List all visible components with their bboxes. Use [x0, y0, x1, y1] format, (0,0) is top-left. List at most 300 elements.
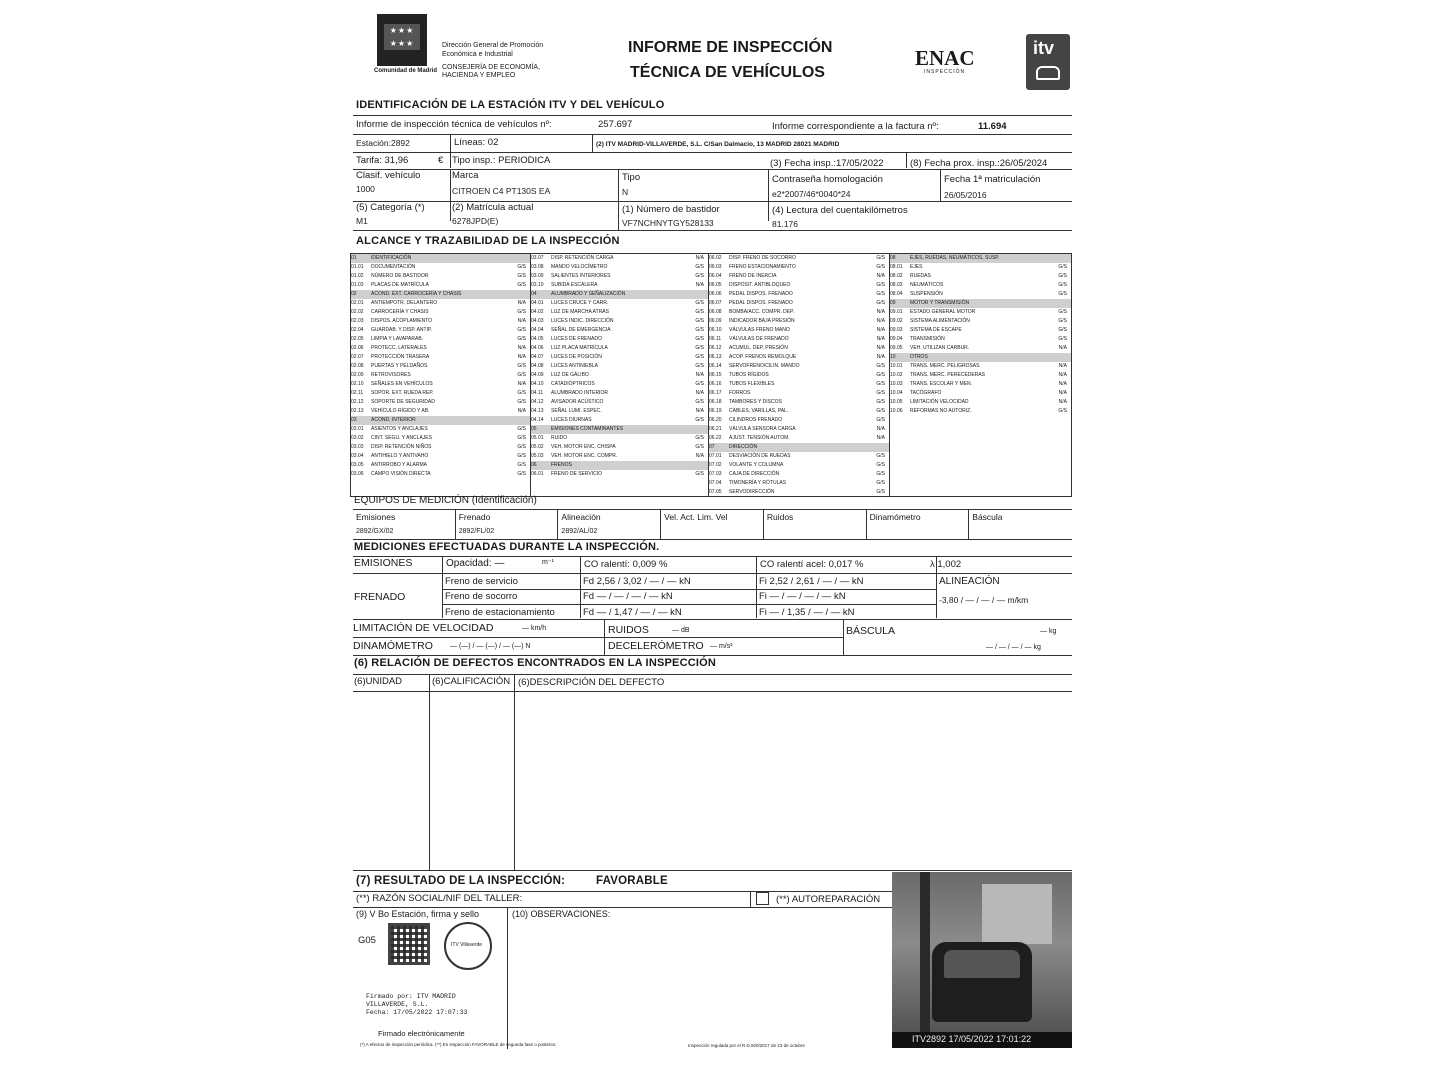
emergency-brake-front: Fd — / — / — / — kN [583, 591, 673, 602]
scope-item-label: EJES, RUEDAS, NEUMÁTICOS, SUSP. [910, 255, 1000, 261]
scope-column-2 [531, 254, 709, 496]
scope-item-code: 03.06 [351, 471, 364, 477]
scope-item-label: TRANS. MERC. PELIGROSAS [910, 363, 980, 369]
scope-item-label: DOCUMENTACIÓN [371, 264, 416, 270]
scope-item-code: 06.18 [709, 399, 722, 405]
scope-item-code: 06 [531, 462, 537, 468]
scope-item-label: SOPOR. EXT. RUEDA REP. [371, 390, 434, 396]
inspection-report-page [350, 8, 1074, 1068]
scope-item-code: 03.07 [531, 255, 544, 261]
scope-item-label: FRENO ESTACIONAMIENTO [729, 264, 796, 270]
scope-item [531, 326, 708, 335]
scope-item-code: 07.04 [709, 480, 722, 486]
scope-item [531, 371, 708, 380]
scope-item-code: 08.04 [890, 291, 903, 297]
scope-item [351, 308, 530, 317]
scope-item-label: CABLES, VARILLAS, PAL. [729, 408, 789, 414]
scope-item [351, 362, 530, 371]
scope-item [351, 389, 530, 398]
scope-item-code: 05.02 [531, 444, 544, 450]
plate-value: 6278JPD(E) [452, 216, 499, 226]
scope-item-status: G/S [876, 408, 885, 414]
scope-item-label: PROTECC. LATERALES [371, 345, 427, 351]
scope-item [531, 281, 708, 290]
report-number-value: 257.697 [598, 119, 633, 130]
scope-item-label: CINT. SEGU. Y ANCLAJES [371, 435, 432, 441]
scope-item-label: NEUMÁTICOS [910, 282, 944, 288]
scope-item [709, 290, 889, 299]
scope-item-code: 10.04 [890, 390, 903, 396]
scope-item-status: G/S [695, 354, 704, 360]
scope-item-code: 09 [890, 300, 896, 306]
scale-value-1: — kg [1040, 628, 1057, 635]
scope-item-status: G/S [876, 300, 885, 306]
emissions-label: EMISIONES [354, 557, 413, 569]
signed-by-line3: Fecha: 17/05/2022 17:07:33 [366, 1009, 468, 1016]
scope-item [890, 272, 1071, 281]
defects-section-title: (6) RELACIÓN DE DEFECTOS ENCONTRADOS EN LA INSPECCIÓN [354, 657, 717, 669]
equipment-value: 2892/GX/02 [356, 528, 394, 535]
scope-item-status: G/S [1058, 309, 1067, 315]
scope-item-status: N/A [517, 354, 526, 360]
scale-value-2: — / — / — / — kg [986, 644, 1041, 651]
scope-item-label: VÁLVULAS FRENO MANO [729, 327, 790, 333]
scope-item-label: SISTEMA DE ESCAPE [910, 327, 962, 333]
emergency-brake-label: Freno de socorro [445, 591, 518, 602]
scope-item [351, 461, 530, 470]
scope-item-code: 06.14 [709, 363, 722, 369]
scope-item-status: G/S [695, 444, 704, 450]
alignment-label: ALINEACIÓN [939, 576, 1000, 587]
scope-item-label: INDICADOR BAJA PRESIÓN [729, 318, 795, 324]
scope-item [890, 308, 1071, 317]
scope-item-label: LUCES DE FRENADO [551, 336, 602, 342]
vehicle-class-label: Clasif. vehículo [356, 170, 421, 181]
scope-item-status: G/S [695, 300, 704, 306]
scope-item-code: 09.03 [890, 327, 903, 333]
scope-item-status: N/A [517, 318, 526, 324]
scope-item-label: AJUST. TENSIÓN AUTOM. [729, 435, 790, 441]
scope-item-code: 04.04 [531, 327, 544, 333]
scope-item-code: 06.19 [709, 408, 722, 414]
scope-column-4 [890, 254, 1071, 496]
defect-unit-header: (6)UNIDAD [354, 676, 403, 687]
scope-item-code: 02.12 [351, 399, 364, 405]
scope-item-label: LIMITACIÓN VELOCIDAD [910, 399, 969, 405]
scope-item-label: VEH. UTILIZAN CARBUR. [910, 345, 970, 351]
scope-item-label: ANTIEMPOTR. DELANTERO [371, 300, 438, 306]
scope-item-code: 02.05 [351, 336, 364, 342]
scope-item-code: 10 [890, 354, 896, 360]
scope-item-code: 01.03 [351, 282, 364, 288]
scope-item-status: G/S [695, 273, 704, 279]
scope-item [890, 407, 1071, 416]
scope-item-code: 06.09 [709, 318, 722, 324]
emergency-brake-rear: Fi — / — / — / — kN [759, 591, 846, 602]
scope-item-code: 03.10 [531, 282, 544, 288]
scope-item-status: N/A [695, 453, 704, 459]
scope-item [351, 443, 530, 452]
scope-item-code: 04.11 [531, 390, 544, 396]
scope-item [531, 344, 708, 353]
scope-item-status: G/S [1058, 282, 1067, 288]
scope-item-code: 06.21 [709, 426, 722, 432]
scope-item [351, 344, 530, 353]
scope-item-status: G/S [517, 264, 526, 270]
equipment-cell [867, 509, 970, 539]
noise-label: RUIDOS [608, 624, 649, 636]
scope-item [351, 353, 530, 362]
scope-item-code: 03.05 [351, 462, 364, 468]
dynamometer-value: — (—) / — (—) / — (—) N [450, 643, 531, 650]
scope-item [709, 353, 889, 362]
scope-item-label: MANDO VELOCÍMETRO [551, 264, 608, 270]
scope-item-status: G/S [517, 336, 526, 342]
signed-electronically: Firmado electrónicamente [378, 1029, 465, 1038]
scope-item-status: N/A [1058, 390, 1067, 396]
equipment-cell [969, 509, 1072, 539]
scope-item-code: 08.01 [890, 264, 903, 270]
scope-item-code: 06.05 [709, 282, 722, 288]
scope-item-label: CILINDROS FRENADO [729, 417, 783, 423]
scope-item-code: 06.11 [709, 336, 722, 342]
scope-item-code: 06.04 [709, 273, 722, 279]
scope-item-code: 06.06 [709, 291, 722, 297]
odometer-label: (4) Lectura del cuentakilómetros [772, 205, 908, 216]
star-flag-icon: ★★★ ★★★ [384, 24, 420, 50]
scope-item-status: G/S [1058, 327, 1067, 333]
scope-item-label: PEDAL DISPOS. FRENADO [729, 300, 793, 306]
scope-item [890, 281, 1071, 290]
braking-label: FRENADO [354, 591, 406, 603]
scope-item [709, 335, 889, 344]
scope-item-label: DISPOSIT. ANTIBLOQUEO [729, 282, 791, 288]
car-icon [1036, 66, 1060, 80]
scope-item-label: GUARDAB. Y DISP. ANTIP. [371, 327, 433, 333]
invoice-number: 11.694 [978, 121, 1007, 132]
scope-item [709, 380, 889, 389]
inspection-type: Tipo insp.: PERIODICA [452, 155, 551, 166]
scope-item-code: 02.07 [351, 354, 364, 360]
scope-item [531, 461, 708, 470]
scope-item-status: N/A [517, 381, 526, 387]
scope-item-code: 03.08 [531, 264, 544, 270]
scope-item-label: DIRECCIÓN [729, 444, 758, 450]
scope-item [709, 398, 889, 407]
scope-item-status: N/A [517, 408, 526, 414]
scope-item-code: 07.03 [709, 471, 722, 477]
scope-item-status: N/A [876, 309, 885, 315]
co-accel: CO ralentí acel: 0,017 % [760, 559, 864, 570]
scope-item-label: VEHÍCULO RÍGIDO Y AB. [371, 408, 430, 414]
scope-item-label: LUZ DE MARCHA ATRÁS [551, 309, 609, 315]
scope-item-code: 01 [351, 255, 357, 261]
scope-item [531, 290, 708, 299]
station-code: G05 [358, 935, 376, 946]
defect-table-divider-2 [514, 674, 515, 870]
scope-item-label: VÁLVULA SENSORA CARGA [729, 426, 796, 432]
scope-item-label: TRANSMISIÓN [910, 336, 945, 342]
scope-item-label: ACOND. INTERIOR [371, 417, 416, 423]
equipment-label: Frenado [458, 512, 491, 522]
equipment-label: Dinamómetro [869, 512, 921, 522]
scope-item-label: LUZ DE GÁLIBO [551, 372, 589, 378]
scope-item-code: 01.02 [351, 273, 364, 279]
scope-item [531, 263, 708, 272]
scope-item [351, 371, 530, 380]
scope-item [531, 299, 708, 308]
scope-item-status: N/A [876, 345, 885, 351]
scope-item [890, 326, 1071, 335]
qr-code-icon [388, 923, 430, 965]
scope-item [351, 335, 530, 344]
scope-item-status: N/A [517, 300, 526, 306]
scope-item-code: 02.13 [351, 408, 364, 414]
equipment-label: Emisiones [356, 512, 396, 522]
category-value: M1 [356, 216, 368, 226]
scope-item [531, 452, 708, 461]
scope-item-code: 07.01 [709, 453, 722, 459]
scope-item-label: DISPOS. ACOPLAMIENTO [371, 318, 433, 324]
scope-item-label: NÚMERO DE BASTIDOR [371, 273, 429, 279]
scope-item-status: N/A [876, 318, 885, 324]
next-inspection-date: (8) Fecha prox. insp.:26/05/2024 [910, 158, 1048, 169]
stamp-text: ITV Villaverde [451, 942, 483, 948]
signed-by-line2: VILLAVERDE, S.L. [366, 1001, 429, 1008]
inspection-date: (3) Fecha insp.:17/05/2022 [770, 158, 884, 169]
homologation-label: Contraseña homologación [772, 174, 883, 185]
scope-item-label: SEÑALES EN VEHÍCULOS [371, 381, 433, 387]
scope-item-label: OTROS [910, 354, 928, 360]
scope-item-label: ACOND. EXT. CARROCERÍA Y CHASIS [371, 291, 462, 297]
scope-item-label: BOMBA/ACC. COMPR. DEP. [729, 309, 795, 315]
scope-item [709, 263, 889, 272]
scope-item [709, 326, 889, 335]
scope-item-label: TUBOS RÍGIDOS [729, 372, 769, 378]
scope-item-label: VEH. MOTOR ENC. COMPR. [551, 453, 618, 459]
measurements-section-title: MEDICIONES EFECTUADAS DURANTE LA INSPECCIÓN. [354, 541, 660, 553]
scope-item-label: CAJA DE DIRECCIÓN [729, 471, 780, 477]
scope-item-status: G/S [517, 309, 526, 315]
scope-item-label: VÁLVULAS DE FRENADO [729, 336, 789, 342]
scope-item [531, 353, 708, 362]
report-title-line2: TÉCNICA DE VEHÍCULOS [630, 64, 825, 81]
scope-item-status: G/S [876, 480, 885, 486]
scope-item-code: 04.05 [531, 336, 544, 342]
scope-item [709, 344, 889, 353]
scope-item-label: TIMONERÍA Y RÓTULAS [729, 480, 787, 486]
scope-item [709, 470, 889, 479]
scope-item-status: G/S [876, 363, 885, 369]
scope-item-label: CATADIÓPTRICOS [551, 381, 595, 387]
ministry-line1: CONSEJERÍA DE ECONOMÍA, [442, 64, 541, 71]
equipment-cell [558, 509, 661, 539]
equipment-cell [764, 509, 867, 539]
scope-item-label: ALUMBRADO Y SEÑALIZACIÓN [551, 291, 626, 297]
scope-item [531, 425, 708, 434]
scope-item-status: G/S [1058, 336, 1067, 342]
scope-item [351, 317, 530, 326]
scope-item [531, 362, 708, 371]
scope-item-status: N/A [695, 408, 704, 414]
scope-item-status: N/A [695, 372, 704, 378]
scope-item-label: LUZ PLACA MATRÍCULA [551, 345, 608, 351]
brand-value: CITROEN C4 PT130S EA [452, 186, 551, 196]
photo-beam [920, 872, 930, 1048]
scope-item-status: G/S [1058, 318, 1067, 324]
scope-item-status: N/A [517, 345, 526, 351]
scope-item-code: 06.02 [709, 255, 722, 261]
scope-item-label: TAMBORES Y DISCOS [729, 399, 782, 405]
defect-grade-header: (6)CALIFICACIÓN [432, 676, 511, 687]
station-name: (2) ITV MADRID-VILLAVERDE, S.L. C/San Dalmacio, 13 MADRID 28021 MADRID [596, 141, 840, 148]
scope-item-status: G/S [517, 462, 526, 468]
scope-item-label: SEÑAL DE EMERGENCIA [551, 327, 611, 333]
scope-item [351, 254, 530, 263]
scope-item [890, 362, 1071, 371]
equipment-value: 2892/AL/02 [561, 528, 598, 535]
scope-item-code: 05.01 [531, 435, 544, 441]
approval-label: (9) V Bo Estación, firma y sello [356, 909, 480, 919]
scope-item-status: G/S [876, 255, 885, 261]
scope-item [709, 416, 889, 425]
scope-item-code: 04.02 [531, 309, 544, 315]
scope-item-label: RETROVISORES [371, 372, 411, 378]
scope-item-code: 06.15 [709, 372, 722, 378]
scope-item-code: 01.01 [351, 264, 364, 270]
scope-item [890, 335, 1071, 344]
scope-item [351, 470, 530, 479]
scope-item [890, 290, 1071, 299]
equipment-label: Alineación [561, 512, 601, 522]
scope-item-label: CARROCERÍA Y CHASIS [371, 309, 429, 315]
scope-item [351, 452, 530, 461]
self-repair-checkbox[interactable] [756, 892, 769, 905]
scope-item [531, 470, 708, 479]
ministry-line2: HACIENDA Y EMPLEO [442, 72, 516, 79]
scope-column-1 [351, 254, 531, 496]
scope-item-code: 05 [531, 426, 537, 432]
scope-item-label: MOTOR Y TRANSMISIÓN [910, 300, 970, 306]
co-idle: CO ralentí: 0,009 % [584, 559, 668, 570]
scope-item-label: FRENO DE SERVICIO [551, 471, 603, 477]
scope-item-label: TACÓGRAFO [910, 390, 942, 396]
speed-limit-value: — km/h [522, 625, 547, 632]
scope-item-code: 02.08 [351, 363, 364, 369]
scope-item-status: G/S [695, 471, 704, 477]
scope-item-status: G/S [695, 327, 704, 333]
scope-item-status: G/S [1058, 408, 1067, 414]
scope-item-label: TRANS. MERC. PERECEDERAS [910, 372, 986, 378]
scope-item-label: EJES [910, 264, 923, 270]
scope-item [531, 308, 708, 317]
scope-item-label: PEDAL DISPOS. FRENADO [729, 291, 793, 297]
observations-label: (10) OBSERVACIONES: [512, 909, 611, 919]
scope-item-label: AVISADOR ACÚSTICO [551, 399, 604, 405]
footer-print-date: Fecha de impresión: 17/05/2022 [898, 1043, 963, 1048]
scope-item [709, 425, 889, 434]
scope-item [531, 335, 708, 344]
scope-item-status: G/S [1058, 273, 1067, 279]
scope-item-label: EMISIONES CONTAMINANTES [551, 426, 624, 432]
scope-item-code: 03.09 [531, 273, 544, 279]
scope-item [531, 389, 708, 398]
vin-label: (1) Número de bastidor [622, 204, 720, 215]
scope-item-code: 02 [351, 291, 357, 297]
scope-item [709, 452, 889, 461]
enac-subtitle: INSPECCIÓN [924, 69, 966, 75]
scope-item-code: 06.22 [709, 435, 722, 441]
decelerometer-label: DECELERÓMETRO [608, 640, 704, 652]
scope-item-status: N/A [876, 327, 885, 333]
scope-item-label: ACUMUL. DEP. PRESIÓN [729, 345, 788, 351]
scope-item [890, 380, 1071, 389]
scope-item-code: 09.05 [890, 345, 903, 351]
scope-item [351, 398, 530, 407]
scope-item [531, 434, 708, 443]
itv-badge-label: itv [1033, 38, 1055, 58]
scope-column-3 [709, 254, 890, 496]
scope-item-status: G/S [517, 327, 526, 333]
scope-item-code: 03.01 [351, 426, 364, 432]
scale-label: BÁSCULA [846, 625, 896, 637]
scope-item-status: G/S [517, 273, 526, 279]
scope-item-label: PLACAS DE MATRÍCULA [371, 282, 429, 288]
scope-item [351, 272, 530, 281]
scope-item-status: G/S [517, 399, 526, 405]
scope-item-label: SERVOFRENO/CILIN. MANDO [729, 363, 800, 369]
scope-item-code: 09.01 [890, 309, 903, 315]
scope-item-label: LUCES DE POSICIÓN [551, 354, 602, 360]
scope-item-code: 06.10 [709, 327, 722, 333]
scope-item-code: 06.13 [709, 354, 722, 360]
scope-item-code: 07.02 [709, 462, 722, 468]
odometer-value: 81.176 [772, 219, 798, 229]
type-value: N [622, 187, 629, 197]
scope-item-code: 06.08 [709, 309, 722, 315]
category-label: (5) Categoría (*) [356, 202, 425, 213]
scope-item-code: 09.02 [890, 318, 903, 324]
scope-item-code: 02.02 [351, 309, 364, 315]
scope-item-status: N/A [1058, 399, 1067, 405]
scope-item-code: 07.05 [709, 489, 722, 495]
scope-item [351, 299, 530, 308]
scope-item-label: LUCES INDIC. DIRECCIÓN [551, 318, 614, 324]
scope-item-status: G/S [876, 390, 885, 396]
scope-item-code: 06.07 [709, 300, 722, 306]
scope-item-code: 04.14 [531, 417, 544, 423]
scope-item [709, 371, 889, 380]
scope-item-label: DISP. RETENCIÓN CARGA [551, 255, 614, 261]
scope-item-label: ANTIRROBO Y ALARMA [371, 462, 427, 468]
scope-item [709, 389, 889, 398]
tariff: Tarifa: 31,96 [356, 155, 409, 166]
scope-item-label: SEÑAL LUMI. ESPEC. [551, 408, 602, 414]
scope-item-label: TUBOS FLEXIBLES [729, 381, 775, 387]
scope-item [531, 254, 708, 263]
scope-item-code: 04.01 [531, 300, 544, 306]
photo-window [982, 884, 1052, 944]
scope-item [351, 263, 530, 272]
parking-brake-front: Fd — / 1,47 / — / — kN [583, 607, 682, 618]
scope-item-status: G/S [695, 417, 704, 423]
scope-item-status: G/S [876, 381, 885, 387]
scope-item-code: 04.03 [531, 318, 544, 324]
scope-item [709, 272, 889, 281]
vehicle-class-value: 1000 [356, 184, 375, 194]
scope-item-status: N/A [876, 426, 885, 432]
scope-item-code: 03 [351, 417, 357, 423]
